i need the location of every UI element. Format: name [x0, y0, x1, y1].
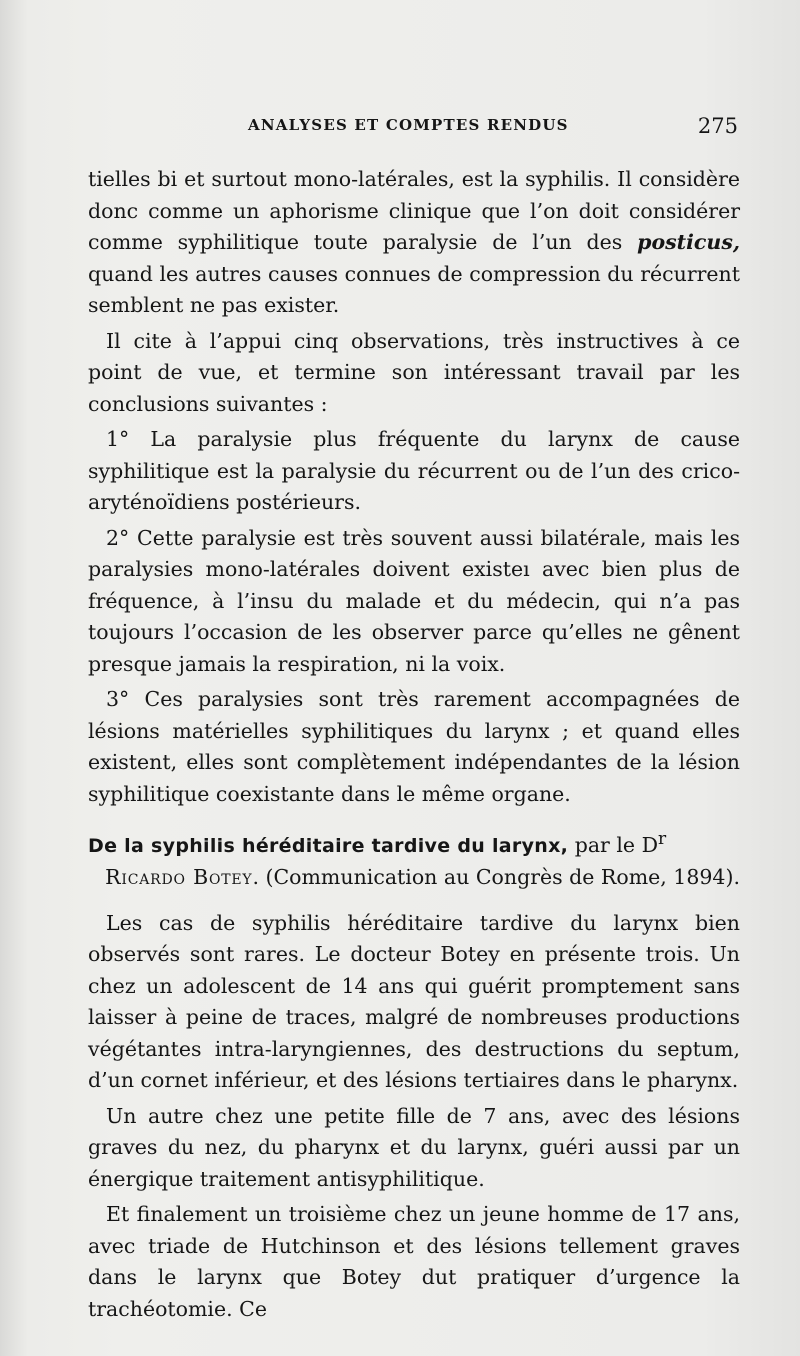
article-title-superscript: r	[658, 829, 667, 849]
author-note: . (Communication au Congrès de Rome, 1894).	[252, 865, 740, 890]
conclusion-2: 2° Cette paralysie est très souvent aussi bilatérale, mais les paralysies mono-latérales doivent existeı avec bien plus de fréquence, à l’insu du malade et du médecin, qui n’a pas toujours l’occasion de les observer parce qu’elles ne gênent presque jamais la respiration, ni la voix.	[88, 525, 740, 676]
running-title: ANALYSES ET COMPTES RENDUS	[248, 116, 569, 134]
article-paragraph-2: Un autre chez une petite fille de 7 ans, avec des lésions graves du nez, du pharynx et du larynx, guéri aussi par un énergique traitement antisyphilitique.	[88, 1103, 740, 1191]
article-paragraph-3: Et finalement un troisième chez un jeune homme de 17 ans, avec triade de Hutchinson et des lésions tellement graves dans le larynx que Botey dut pratiquer d’urgence la trachéotomie. Ce	[88, 1202, 740, 1321]
continued-paragraph-start: tielles bi et surtout mono-latérales, est la syphilis. Il considère donc comme un aphorisme clinique que l’on doit considérer comme syphilitique toute paralysie de l’un des	[88, 167, 740, 254]
article-by: par le D	[568, 832, 659, 857]
posticus-term: posticus,	[637, 230, 740, 254]
conclusion-3: 3° Ces paralysies sont très rarement accompagnées de lésions matérielles syphilitiques du larynx ; et quand elles existent, elles sont complètement indépendantes de la lésion syphilitique coexistante dans le même organe.	[88, 687, 740, 806]
observations-paragraph: Il cite à l’appui cinq observations, très instructives à ce point de vue, et termine son intéressant travail par les conclusions suivantes :	[88, 328, 740, 416]
author-name: Ricardo Botey	[105, 865, 253, 890]
continued-paragraph-end: quand les autres causes connues de compression du récurrent semblent ne pas exister.	[88, 261, 740, 317]
page-number: 275	[697, 114, 738, 138]
article-title: De la syphilis héréditaire tardive du larynx,	[88, 834, 569, 857]
continued-paragraph	[88, 164, 740, 322]
conclusion-1: 1° La paralysie plus fréquente du larynx de cause syphilitique est la paralysie du récurrent ou de l’un des crico-aryténoïdiens postérieurs.	[88, 427, 740, 514]
article-author-line	[88, 862, 740, 894]
page-header	[248, 116, 738, 144]
article-paragraph-1: Les cas de syphilis héréditaire tardive du larynx bien observés sont rares. Le docteur Botey en présente trois. Un chez un adolescent de 14 ans qui guérit promptement sans laisser à peine de traces, malgré de nombreuses productions végétantes intra-laryngiennes, des destructions du septum, d’un cornet inférieur, et des lésions tertiaires dans le pharynx.	[88, 910, 740, 1093]
page-content	[88, 164, 740, 1325]
article-heading	[88, 824, 740, 862]
